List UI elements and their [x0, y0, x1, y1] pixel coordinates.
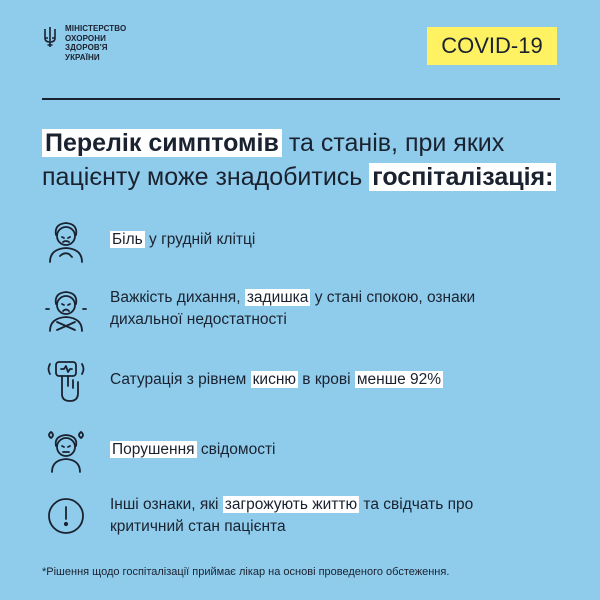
symptom-text-part: у грудній клітці — [144, 231, 256, 248]
chest-pain-icon — [42, 216, 90, 264]
breathing-difficulty-icon — [42, 285, 90, 333]
symptom-item — [42, 426, 550, 474]
symptom-text-part: у стані спокою, ознаки дихальної недостатності — [110, 289, 476, 328]
page-title — [42, 126, 562, 194]
ministry-line: ЗДОРОВ'Я — [65, 43, 108, 52]
symptom-highlight: загрожують життю — [224, 496, 358, 513]
ministry-line: ОХОРОНИ — [65, 33, 106, 43]
symptom-item — [42, 356, 550, 404]
symptom-item — [42, 492, 550, 540]
symptom-highlight: кисню — [252, 371, 296, 388]
ministry-line: МІНІСТЕРСТВО — [65, 24, 127, 33]
symptom-text-part: Важкість дихання, — [110, 289, 245, 306]
symptom-text-part: в крові — [298, 371, 355, 388]
ministry-name — [65, 24, 126, 62]
symptom-text — [110, 494, 550, 538]
symptom-text-part: та свідчать про критичний стан пацієнта — [110, 496, 474, 535]
headline-highlight: госпіталізація: — [369, 163, 556, 191]
symptom-text — [110, 369, 550, 391]
symptom-highlight: менше 92% — [356, 371, 442, 388]
covid-badge: COVID-19 — [427, 27, 557, 65]
divider — [42, 98, 560, 100]
warning-icon — [42, 492, 90, 540]
headline-highlight: Перелік симптомів — [42, 129, 282, 157]
symptom-text — [110, 229, 550, 251]
symptom-highlight: задишка — [246, 289, 309, 306]
symptom-text-part: свідомості — [196, 441, 276, 458]
ministry-line: УКРАЇНИ — [65, 52, 100, 62]
footnote: *Рішення щодо госпіталізації приймає лікар на основі проведеного обстеження. — [42, 566, 450, 578]
symptom-text — [110, 439, 550, 461]
headline-text: та станів, при яких пацієнту може знадобитись — [42, 129, 505, 191]
symptom-highlight: Порушення — [112, 441, 195, 458]
symptom-text-part: Інші ознаки, які — [110, 496, 223, 513]
symptom-item — [42, 216, 550, 264]
symptom-item — [42, 285, 550, 333]
symptom-text-part: Сатурація з рівнем — [110, 371, 251, 388]
ministry-logo — [42, 24, 126, 62]
symptom-text — [110, 287, 550, 331]
trident-icon — [42, 26, 58, 48]
pulse-oximeter-icon — [42, 356, 90, 404]
confusion-icon — [42, 426, 90, 474]
symptom-highlight: Біль — [112, 231, 143, 248]
